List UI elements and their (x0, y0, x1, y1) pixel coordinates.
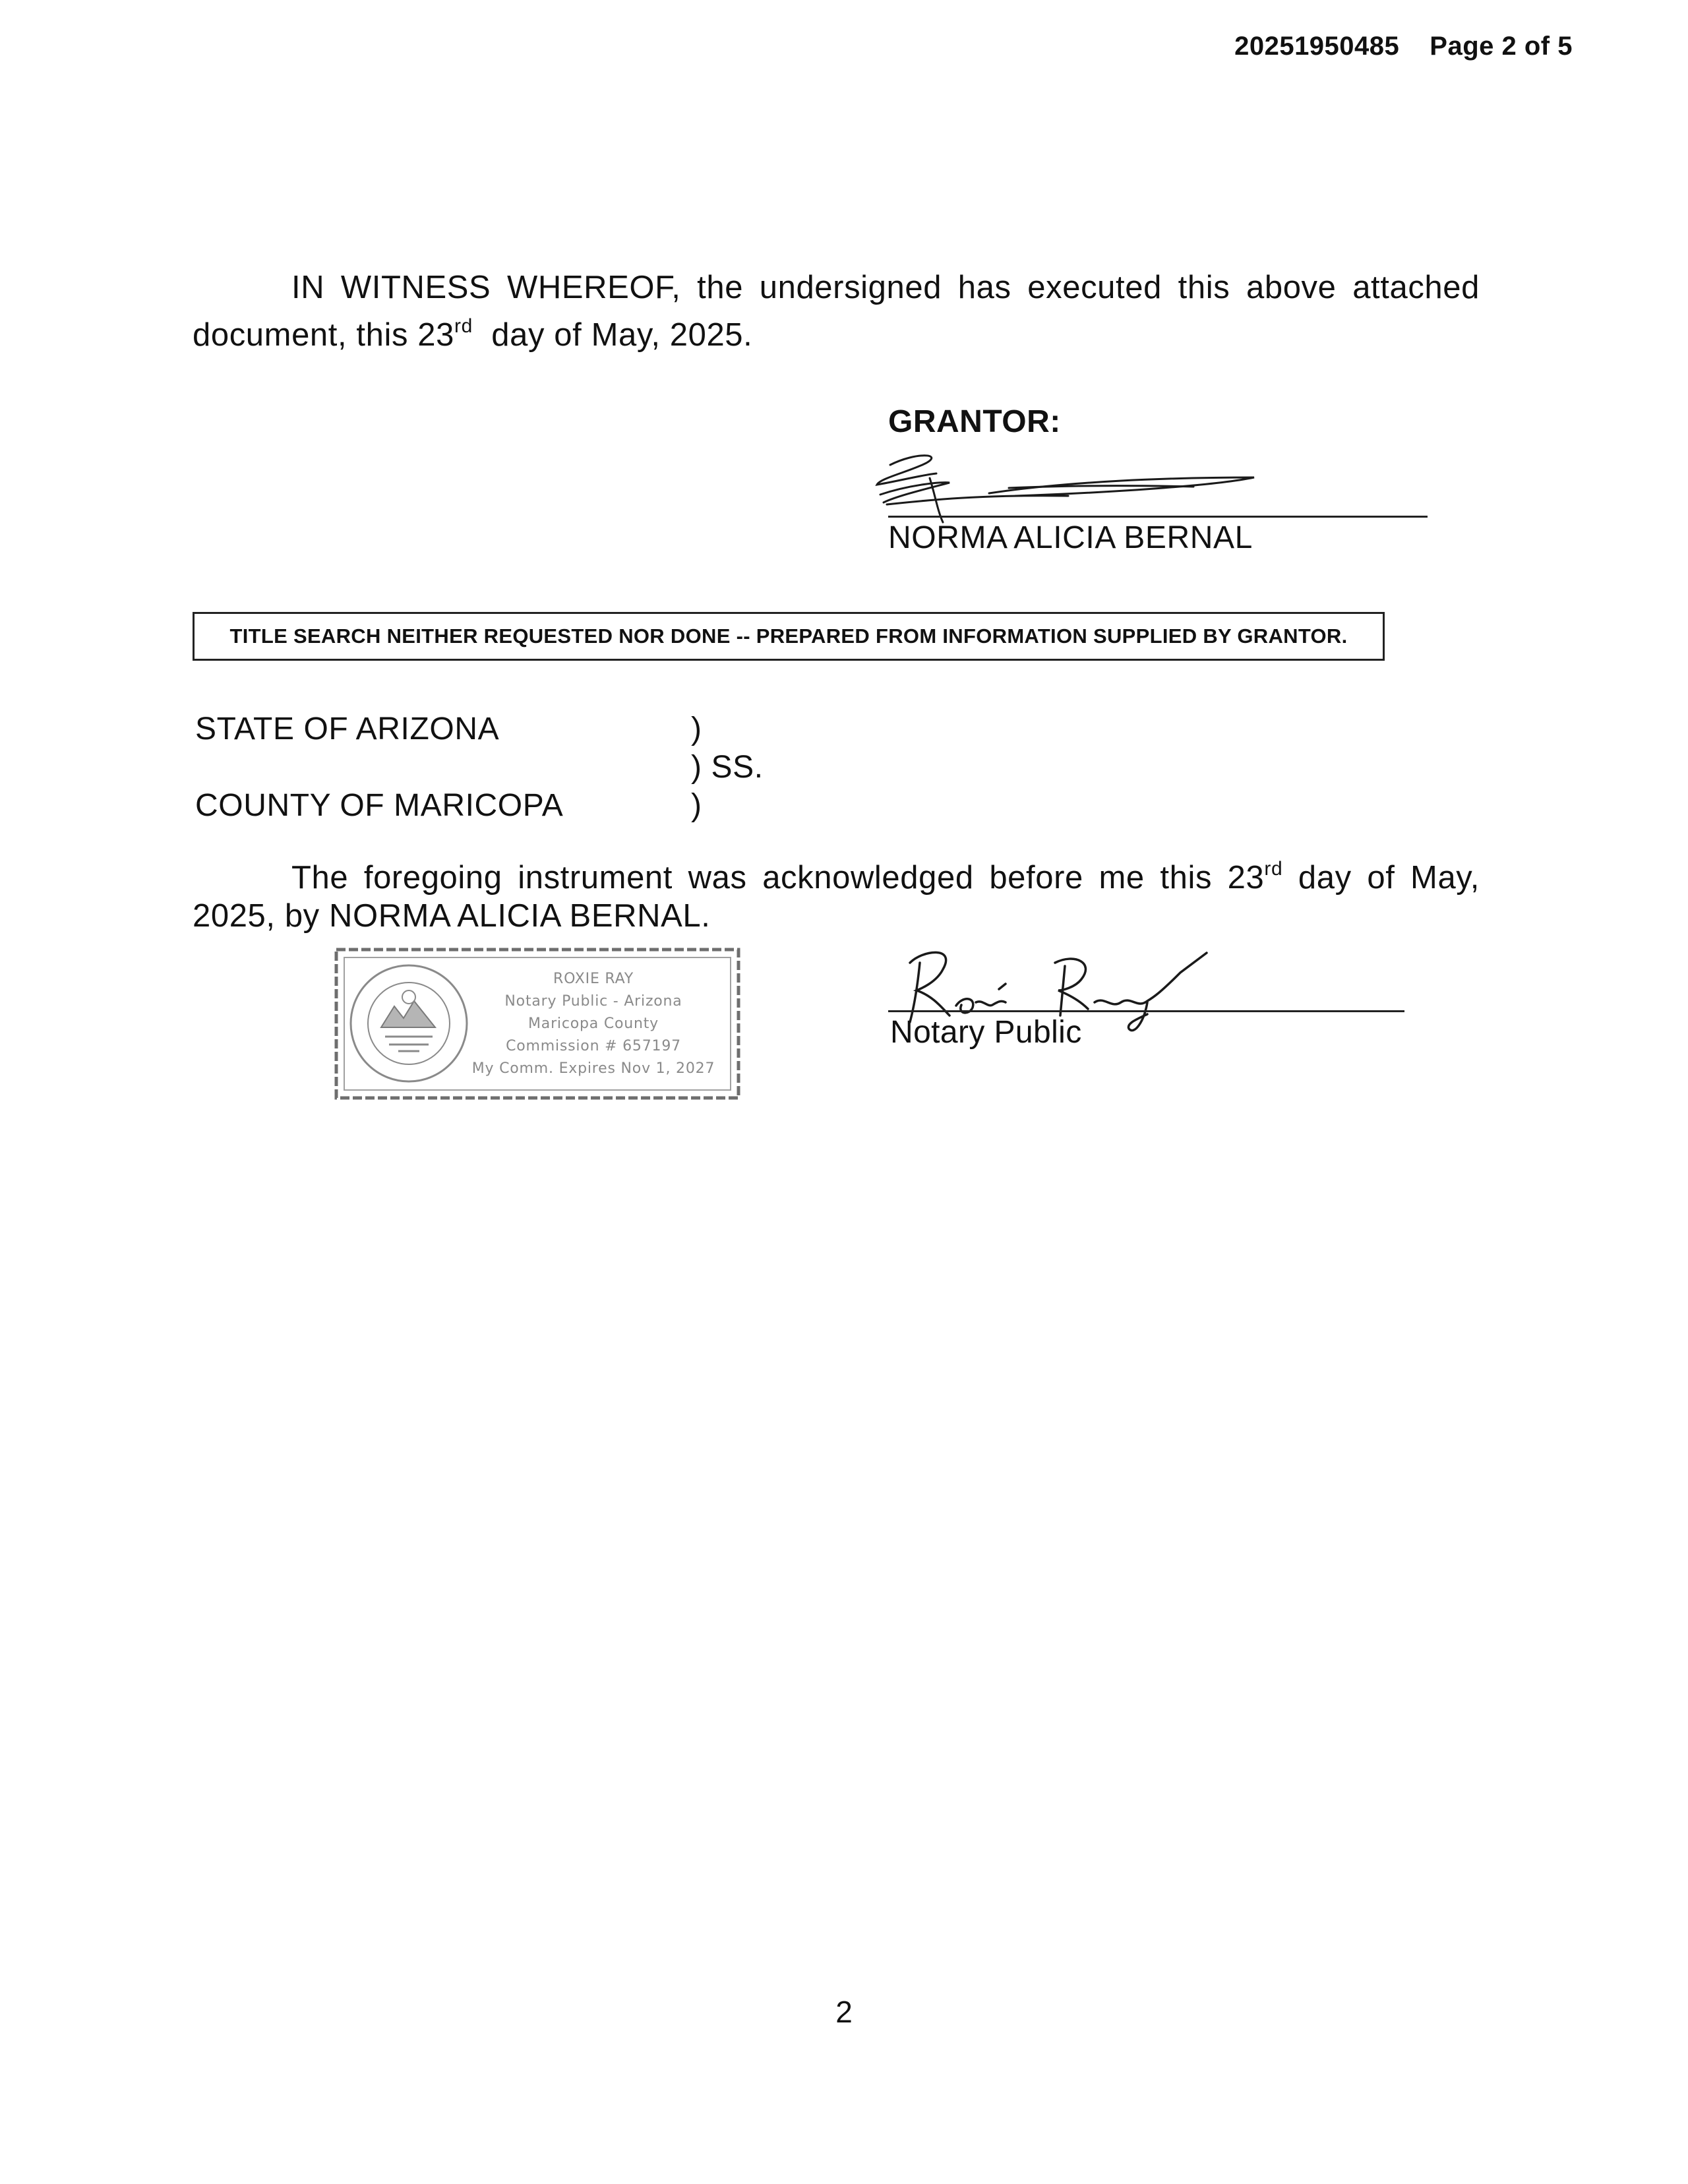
witness-text-end: day of May, 2025. (472, 317, 753, 353)
stamp-line-expiry: My Comm. Expires Nov 1, 2027 (471, 1060, 715, 1077)
title-search-notice: TITLE SEARCH NEITHER REQUESTED NOR DONE -- PREPARED FROM INFORMATION SUPPLIED BY GRANTOR. (193, 612, 1385, 661)
state-seal-icon (351, 965, 467, 1081)
page-label: Page 2 of 5 (1430, 32, 1573, 61)
ack-text-end: day of May, 2025, by NORMA ALICIA BERNAL. (193, 860, 1480, 934)
stamp-line-name: ROXIE RAY (553, 971, 634, 987)
ack-text-start: The foregoing instrument was acknowledged before me this 23 (291, 860, 1265, 895)
document-number: 20251950485 (1234, 32, 1400, 61)
grantor-label: GRANTOR: (888, 404, 1061, 439)
witness-ordinal: rd (454, 315, 473, 337)
notary-signature-line (888, 1010, 1404, 1012)
grantor-name: NORMA ALICIA BERNAL (888, 520, 1253, 555)
venue-paren-bottom: ) (691, 788, 702, 823)
notary-stamp-text (462, 968, 725, 1080)
witness-paragraph (193, 264, 1480, 359)
stamp-line-title: Notary Public - Arizona (504, 993, 682, 1010)
recording-header (1234, 32, 1573, 61)
acknowledgment-paragraph (193, 859, 1480, 935)
notary-public-label: Notary Public (890, 1015, 1082, 1050)
venue-state: STATE OF ARIZONA (195, 712, 500, 746)
page-number: 2 (835, 1995, 853, 2029)
witness-text-start: IN WITNESS WHEREOF, the undersigned has executed this above attached document, this 23 (193, 270, 1480, 353)
venue-paren-top: ) (691, 712, 702, 746)
stamp-line-commission: Commission # 657197 (506, 1038, 681, 1054)
grantor-signature-line (888, 516, 1428, 518)
venue-ss: ) SS. (691, 750, 764, 785)
venue-county: COUNTY OF MARICOPA (195, 788, 564, 823)
stamp-line-county: Maricopa County (528, 1016, 659, 1032)
ack-ordinal: rd (1264, 858, 1283, 880)
